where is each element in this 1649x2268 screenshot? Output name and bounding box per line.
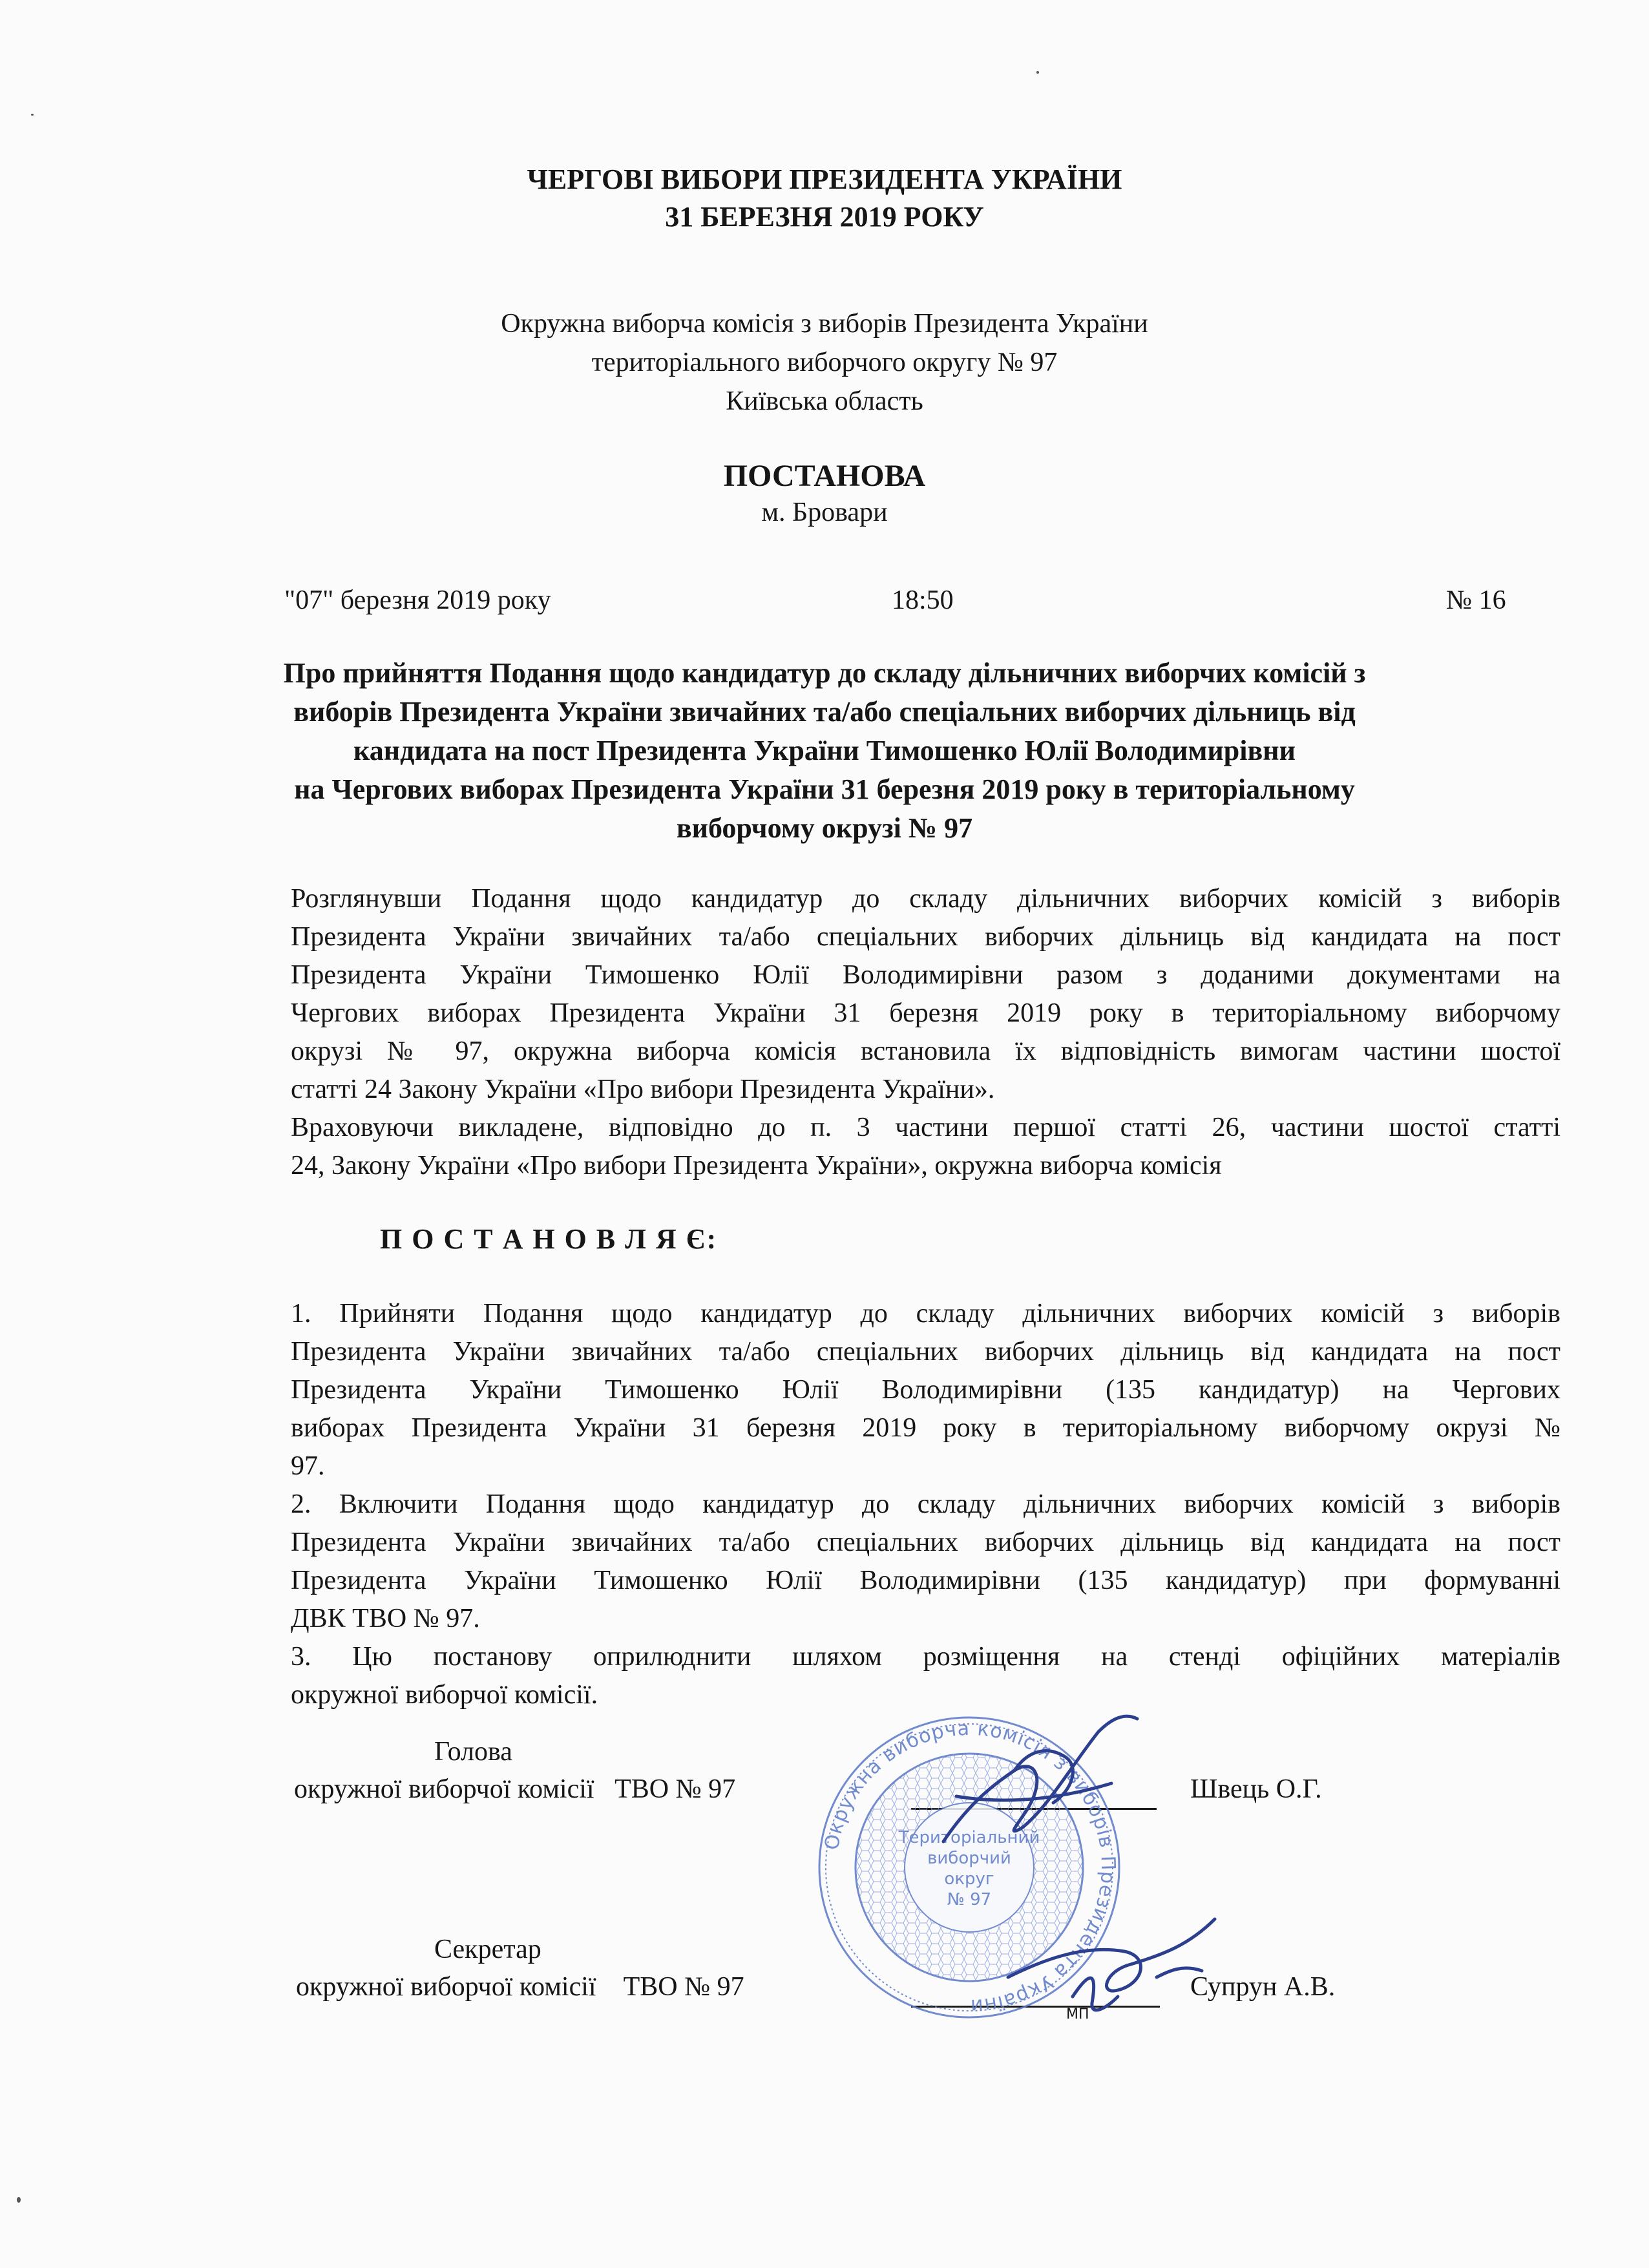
seal-center-line: округ bbox=[944, 1869, 994, 1889]
chair-title: Голова bbox=[434, 1737, 512, 1767]
scan-speck bbox=[1036, 71, 1039, 74]
resolves-heading: П О С Т А Н О В Л Я Є: bbox=[380, 1223, 718, 1255]
item-line: 3. Цю постанову оприлюднити шляхом розміщення на стенді офіційних матеріалів bbox=[291, 1642, 1560, 1672]
preamble-line: Президента України звичайних та/або спеціальних виборчих дільниць від кандидата на пост bbox=[291, 922, 1560, 952]
document-time: 18:50 bbox=[892, 585, 954, 615]
document-number: № 16 bbox=[1446, 585, 1506, 615]
subject-line: виборів Президента України звичайних та/або спеціальних виборчих дільниць від bbox=[293, 696, 1356, 728]
preamble-line: Враховуючи викладене, відповідно до п. 3 частини першої статті 26, частини шостої статті bbox=[291, 1113, 1560, 1142]
secretary-signature bbox=[995, 1900, 1241, 2029]
preamble-line: Чергових виборах Президента України 31 березня 2019 року в територіальному виборчому bbox=[291, 998, 1560, 1028]
secretary-name: Супрун А.В. bbox=[1190, 1972, 1336, 2002]
subject-line: кандидата на пост Президента України Тимошенко Юлії Володимирівни bbox=[353, 735, 1296, 766]
chair-signature bbox=[918, 1706, 1150, 1874]
commission-region: Київська область bbox=[726, 386, 923, 416]
chair-name: Швець О.Г. bbox=[1190, 1774, 1322, 1804]
document-type: ПОСТАНОВА bbox=[723, 459, 926, 493]
item-line: ДВК ТВО № 97. bbox=[291, 1604, 480, 1633]
document-city: м. Бровари bbox=[761, 498, 888, 527]
scan-speck bbox=[31, 114, 34, 116]
secretary-title: Секретар bbox=[434, 1935, 541, 1964]
item-line: Президента України Тимошенко Юлії Володимирівни (135 кандидатур) при формуванні bbox=[291, 1566, 1560, 1595]
secretary-org: окружної виборчої комісії ТВО № 97 bbox=[296, 1972, 744, 2002]
seal-center-line: виборчий bbox=[927, 1849, 1011, 1868]
commission-name: Окружна виборча комісія з виборів Президента України bbox=[501, 309, 1148, 339]
item-line: Президента України звичайних та/або спеціальних виборчих дільниць від кандидата на пост bbox=[291, 1337, 1560, 1367]
item-line: окружної виборчої комісії. bbox=[291, 1680, 598, 1710]
mp-label: МП bbox=[1066, 2006, 1089, 2022]
item-line: Президента України Тимошенко Юлії Володимирівни (135 кандидатур) на Чергових bbox=[291, 1375, 1560, 1405]
document-date: "07" березня 2019 року bbox=[284, 585, 551, 615]
preamble-line: окрузі № 97, окружна виборча комісія встановила їх відповідність вимогам частини шостої bbox=[291, 1036, 1560, 1066]
preamble-line: Розглянувши Подання щодо кандидатур до складу дільничних виборчих комісій з виборів bbox=[291, 884, 1560, 914]
subject-line: на Чергових виборах Президента України 31 березня 2019 року в територіальному bbox=[294, 773, 1355, 805]
chair-org: окружної виборчої комісії ТВО № 97 bbox=[294, 1774, 736, 1804]
preamble-line: статті 24 Закону України «Про вибори Президента України». bbox=[291, 1075, 995, 1104]
item-line: 2. Включити Подання щодо кандидатур до складу дільничних виборчих комісій з виборів bbox=[291, 1489, 1560, 1519]
subject-line: Про прийняття Подання щодо кандидатур до складу дільничних виборчих комісій з bbox=[283, 657, 1366, 689]
item-line: 97. bbox=[291, 1451, 325, 1481]
subject-line: виборчому окрузі № 97 bbox=[676, 812, 973, 844]
item-line: Президента України звичайних та/або спеціальних виборчих дільниць від кандидата на пост bbox=[291, 1528, 1560, 1557]
seal-ring-text: Окружна виборча комісія з виборів Президента України bbox=[820, 1717, 1120, 2018]
preamble-line: 24, Закону України «Про вибори Президента України», окружна виборча комісія bbox=[291, 1151, 1222, 1181]
seal-center-line: № 97 bbox=[947, 1890, 992, 1909]
seal-center-line: Територіальний bbox=[898, 1828, 1040, 1847]
scan-speck bbox=[17, 2197, 21, 2203]
item-line: 1. Прийняти Подання щодо кандидатур до складу дільничних виборчих комісій з виборів bbox=[291, 1299, 1560, 1328]
preamble-line: Президента України Тимошенко Юлії Володимирівни разом з доданими документами на bbox=[291, 960, 1560, 990]
election-date: 31 БЕРЕЗНЯ 2019 РОКУ bbox=[665, 201, 984, 233]
election-title: ЧЕРГОВІ ВИБОРИ ПРЕЗИДЕНТА УКРАЇНИ bbox=[527, 163, 1122, 195]
item-line: виборах Президента України 31 березня 2019 року в територіальному виборчому окрузі № bbox=[291, 1413, 1560, 1443]
commission-district: територіального виборчого округу № 97 bbox=[591, 348, 1058, 377]
